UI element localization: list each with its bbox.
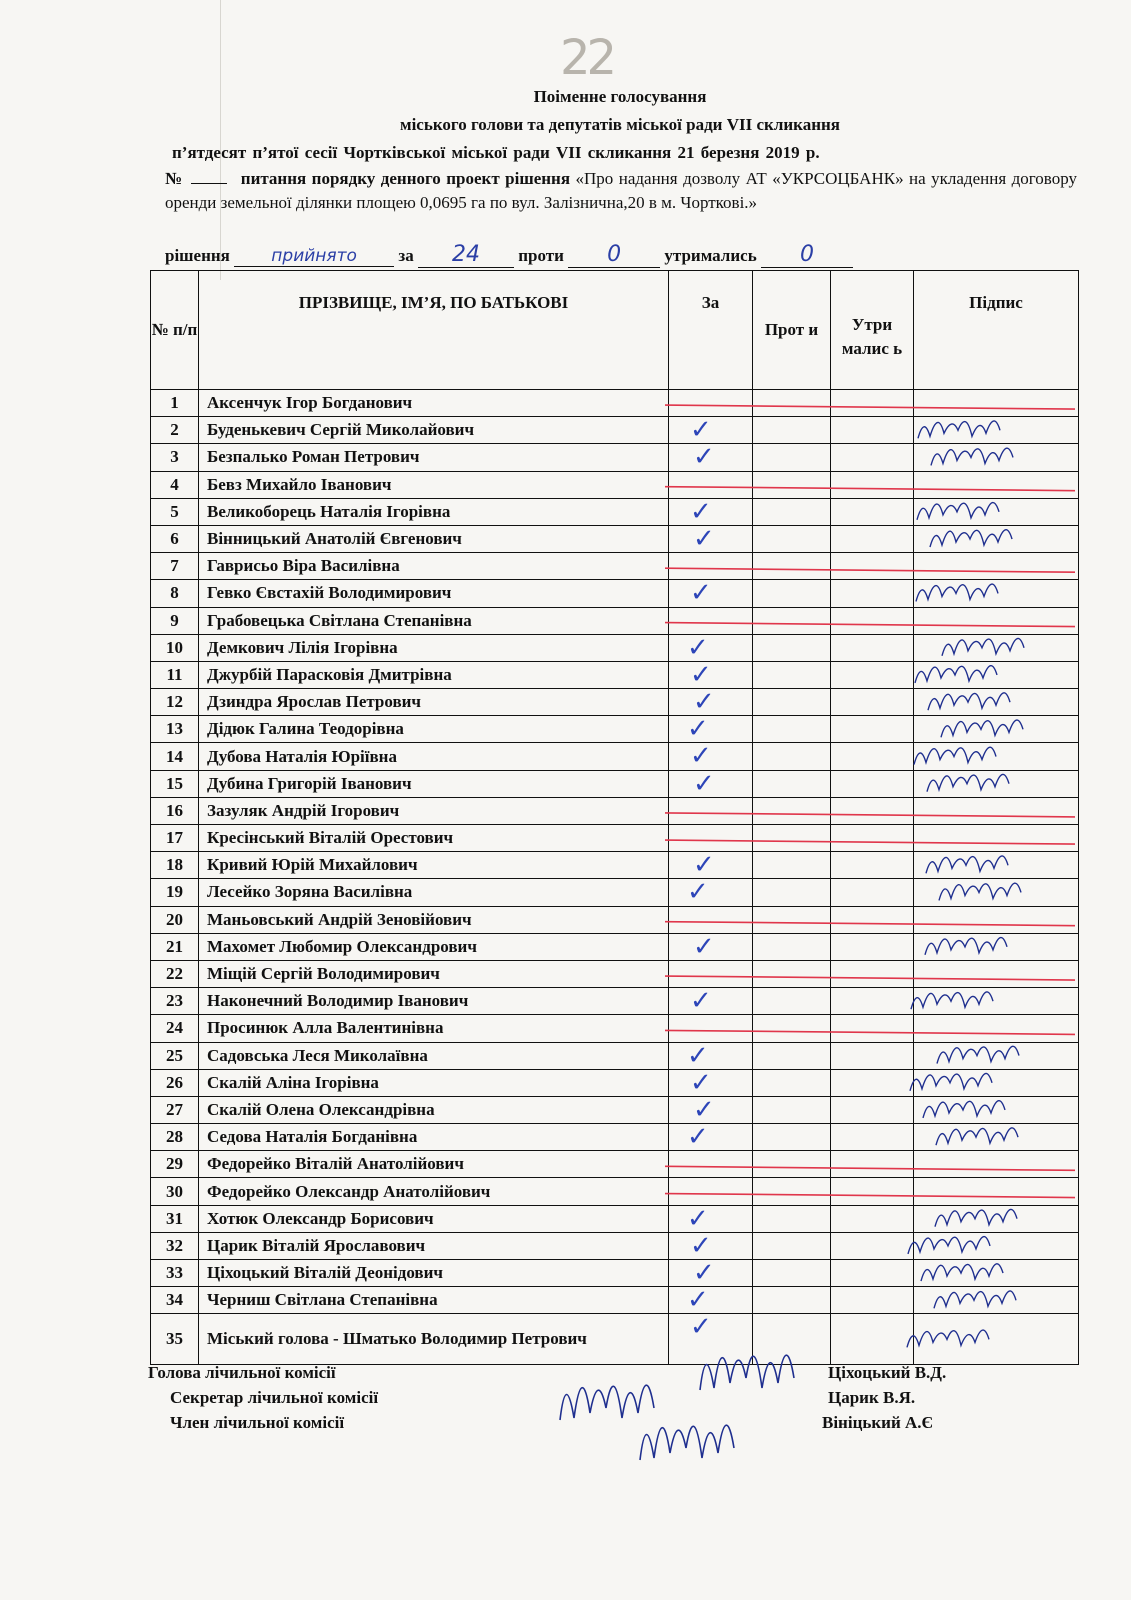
signature-scribble xyxy=(935,1209,1017,1226)
commission-signature xyxy=(640,1425,734,1460)
check-mark-icon: ✓ xyxy=(687,632,709,663)
header-num: № п/п xyxy=(151,271,199,390)
decision-against-label: проти xyxy=(518,246,564,265)
row-name: Бевз Михайло Іванович xyxy=(199,471,669,498)
absent-strike-line xyxy=(665,1194,1075,1198)
signature-scribble xyxy=(942,638,1024,655)
signature-scribble xyxy=(939,883,1021,900)
absent-strike-line xyxy=(665,568,1075,572)
signature-scribble xyxy=(910,1073,992,1090)
signature-scribble xyxy=(927,774,1009,791)
check-mark-icon: ✓ xyxy=(687,1285,709,1316)
check-mark-icon: ✓ xyxy=(687,714,709,745)
signature-scribble xyxy=(931,448,1013,465)
check-mark-icon: ✓ xyxy=(687,1203,709,1234)
row-name: Міський голова - Шматько Володимир Петрович xyxy=(199,1314,669,1365)
signature-scribble xyxy=(908,1237,990,1254)
row-number: 8 xyxy=(151,580,199,607)
row-name: Просинюк Алла Валентинівна xyxy=(199,1015,669,1042)
row-name: Міщій Сергій Володимирович xyxy=(199,960,669,987)
signer-member: Вініцький А.Є xyxy=(822,1413,934,1432)
row-name: Кресінський Віталій Орестович xyxy=(199,825,669,852)
row-number: 3 xyxy=(151,444,199,471)
row-name: Великоборець Наталія Ігорівна xyxy=(199,498,669,525)
row-name: Демкович Лілія Ігорівна xyxy=(199,634,669,661)
check-mark-icon: ✓ xyxy=(687,877,709,908)
row-name: Вінницький Анатолій Євгенович xyxy=(199,525,669,552)
row-number: 4 xyxy=(151,471,199,498)
row-number: 15 xyxy=(151,770,199,797)
check-mark-icon: ✓ xyxy=(693,442,715,473)
signature-scribble xyxy=(916,584,998,601)
commission-signers xyxy=(822,1360,947,1435)
row-number: 12 xyxy=(151,689,199,716)
header-signature: Підпис xyxy=(914,271,1079,390)
commission-signature xyxy=(560,1385,654,1420)
row-number: 1 xyxy=(151,390,199,417)
check-mark-icon: ✓ xyxy=(687,1122,709,1153)
signature-scribble xyxy=(934,1291,1016,1308)
decision-abstained-value: 0 xyxy=(761,242,853,268)
row-name: Буденькевич Сергій Миколайович xyxy=(199,417,669,444)
check-mark-icon: ✓ xyxy=(690,1312,712,1343)
check-mark-icon: ✓ xyxy=(690,741,712,772)
session-line: п’ятдесят п’ятої сесії Чортківської міської ради VІІ скликання 21 березня 2019 р. xyxy=(172,143,820,162)
signature-scribble xyxy=(914,747,996,764)
row-name: Безпалько Роман Петрович xyxy=(199,444,669,471)
counting-commission xyxy=(148,1360,378,1435)
row-number: 11 xyxy=(151,661,199,688)
row-name: Ціхоцький Віталій Деонідович xyxy=(199,1260,669,1287)
signature-scribble xyxy=(925,938,1007,955)
row-number: 29 xyxy=(151,1151,199,1178)
agenda-number-sign: № xyxy=(165,169,184,188)
absent-strike-line xyxy=(665,405,1075,409)
row-number: 2 xyxy=(151,417,199,444)
row-number: 13 xyxy=(151,716,199,743)
row-number: 17 xyxy=(151,825,199,852)
row-number: 16 xyxy=(151,797,199,824)
check-mark-icon: ✓ xyxy=(693,850,715,881)
row-name: Наконечний Володимир Іванович xyxy=(199,988,669,1015)
row-name: Скалій Аліна Ігорівна xyxy=(199,1069,669,1096)
row-name: Черниш Світлана Степанівна xyxy=(199,1287,669,1314)
signature-scribble xyxy=(917,503,999,520)
row-number: 9 xyxy=(151,607,199,634)
row-name: Дзиндра Ярослав Петрович xyxy=(199,689,669,716)
decision-for-label: за xyxy=(398,246,414,265)
row-number: 30 xyxy=(151,1178,199,1205)
check-mark-icon: ✓ xyxy=(690,659,712,690)
signature-scribble xyxy=(941,720,1023,737)
row-number: 24 xyxy=(151,1015,199,1042)
signature-scribble xyxy=(911,992,993,1009)
row-name: Седова Наталія Богданівна xyxy=(199,1124,669,1151)
decision-result: прийнято xyxy=(234,246,394,267)
check-mark-icon: ✓ xyxy=(693,1094,715,1125)
row-number: 23 xyxy=(151,988,199,1015)
check-mark-icon: ✓ xyxy=(690,496,712,527)
row-number: 14 xyxy=(151,743,199,770)
check-mark-icon: ✓ xyxy=(693,687,715,718)
agenda-text: «Про надання дозволу АТ «УКРСОЦБАНК» на укладення договору оренди земельної ділянки площею 0,0695 га по вул. Залізнична,20 в м. Чорткові.» xyxy=(165,169,1077,212)
row-name: Царик Віталій Ярославович xyxy=(199,1232,669,1259)
absent-strike-line xyxy=(665,976,1075,980)
signer-secretary: Царик В.Я. xyxy=(828,1388,916,1407)
document-title: Поіменне голосування xyxy=(533,87,707,106)
absent-strike-line xyxy=(665,487,1075,491)
row-number: 6 xyxy=(151,525,199,552)
row-number: 32 xyxy=(151,1232,199,1259)
check-mark-icon: ✓ xyxy=(690,1067,712,1098)
row-name: Зазуляк Андрій Ігорович xyxy=(199,797,669,824)
absent-strike-line xyxy=(665,840,1075,844)
row-number: 26 xyxy=(151,1069,199,1096)
row-number: 18 xyxy=(151,852,199,879)
signature-scribble xyxy=(921,1264,1003,1281)
commission-chair: Голова лічильної комісії xyxy=(148,1363,336,1382)
signature-scribble xyxy=(937,1046,1019,1063)
row-number: 34 xyxy=(151,1287,199,1314)
row-name: Лесейко Зоряна Василівна xyxy=(199,879,669,906)
header-for: За xyxy=(669,271,753,390)
row-name: Джурбій Парасковія Дмитрівна xyxy=(199,661,669,688)
signature-scribble xyxy=(923,1101,1005,1118)
check-mark-icon: ✓ xyxy=(690,415,712,446)
signature-scribble xyxy=(907,1330,989,1347)
row-name: Хотюк Олександр Борисович xyxy=(199,1205,669,1232)
signature-scribble xyxy=(936,1128,1018,1145)
row-name: Аксенчук Ігор Богданович xyxy=(199,390,669,417)
decision-against-value: 0 xyxy=(568,242,660,268)
row-name: Дідюк Галина Теодорівна xyxy=(199,716,669,743)
row-name: Федорейко Віталій Анатолійович xyxy=(199,1151,669,1178)
row-number: 5 xyxy=(151,498,199,525)
row-name: Федорейко Олександр Анатолійович xyxy=(199,1178,669,1205)
check-mark-icon: ✓ xyxy=(690,986,712,1017)
row-number: 35 xyxy=(151,1314,199,1365)
decision-for-value: 24 xyxy=(418,242,514,268)
absent-strike-line xyxy=(665,922,1075,926)
row-name: Грабовецька Світлана Степанівна xyxy=(199,607,669,634)
row-name: Дубина Григорій Іванович xyxy=(199,770,669,797)
header-abstained: Утри малис ь xyxy=(831,271,914,390)
row-name: Скалій Олена Олександрівна xyxy=(199,1096,669,1123)
row-number: 7 xyxy=(151,553,199,580)
row-number: 22 xyxy=(151,960,199,987)
check-mark-icon: ✓ xyxy=(690,1230,712,1261)
absent-strike-line xyxy=(665,1030,1075,1034)
commission-signature xyxy=(700,1355,794,1390)
header-name: ПРІЗВИЩЕ, ІМ’Я, ПО БАТЬКОВІ xyxy=(199,271,669,390)
header-against: Прот и xyxy=(753,271,831,390)
signature-scribble xyxy=(928,693,1010,710)
absent-strike-line xyxy=(665,1166,1075,1170)
row-name: Гевко Євстахій Володимирович xyxy=(199,580,669,607)
signer-chair: Ціхоцький В.Д. xyxy=(828,1363,947,1382)
row-number: 33 xyxy=(151,1260,199,1287)
row-number: 20 xyxy=(151,906,199,933)
document-subtitle: міського голови та депутатів міської ради VII скликання xyxy=(400,115,840,134)
check-mark-icon: ✓ xyxy=(693,1258,715,1288)
row-name: Маньовський Андрій Зеновійович xyxy=(199,906,669,933)
signature-scribble xyxy=(930,530,1012,547)
row-name: Садовська Леся Миколаївна xyxy=(199,1042,669,1069)
decision-label: рішення xyxy=(165,246,230,265)
signature-scribble xyxy=(915,666,997,683)
row-name: Гаврисьо Віра Василівна xyxy=(199,553,669,580)
row-name: Дубова Наталія Юріївна xyxy=(199,743,669,770)
handwritten-page-number: 22 xyxy=(560,30,614,86)
signature-scribble xyxy=(926,856,1008,873)
row-number: 28 xyxy=(151,1124,199,1151)
commission-member: Член лічильної комісії xyxy=(170,1413,345,1432)
row-number: 25 xyxy=(151,1042,199,1069)
check-mark-icon: ✓ xyxy=(693,931,715,962)
signature-scribble xyxy=(918,421,1000,438)
row-number: 10 xyxy=(151,634,199,661)
check-mark-icon: ✓ xyxy=(693,523,715,554)
check-mark-icon: ✓ xyxy=(687,1040,709,1071)
row-number: 31 xyxy=(151,1205,199,1232)
commission-secretary: Секретар лічильної комісії xyxy=(170,1388,379,1407)
row-number: 21 xyxy=(151,933,199,960)
row-name: Кривий Юрій Михайлович xyxy=(199,852,669,879)
absent-strike-line xyxy=(665,813,1075,817)
decision-abstained-label: утримались xyxy=(664,246,757,265)
check-mark-icon: ✓ xyxy=(690,578,712,609)
row-number: 27 xyxy=(151,1096,199,1123)
absent-strike-line xyxy=(665,623,1075,627)
row-name: Махомет Любомир Олександрович xyxy=(199,933,669,960)
agenda-label: питання порядку денного проект рішення xyxy=(240,169,571,188)
check-mark-icon: ✓ xyxy=(693,768,715,799)
row-number: 19 xyxy=(151,879,199,906)
